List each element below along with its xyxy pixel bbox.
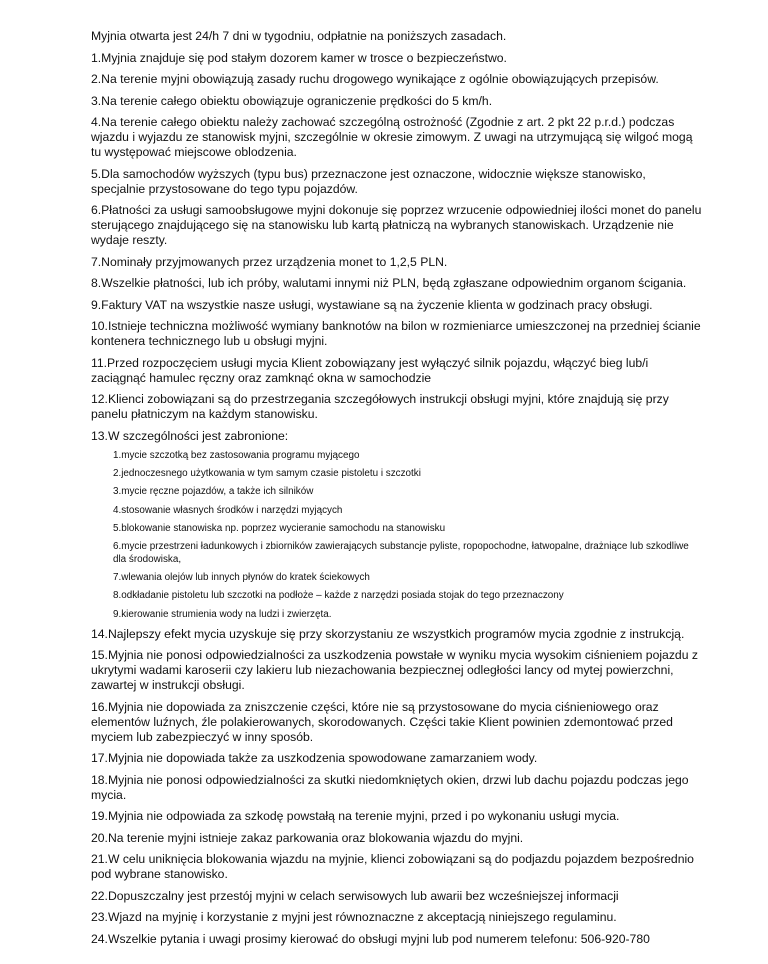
prohibited-item: 9.kierowanie strumienia wody na ludzi i zwierzęta. — [113, 608, 332, 620]
rule-10: 10.Istnieje techniczna możliwość wymiany banknotów na bilon w rozmieniarce umieszczonej na przedniej ścianie kontenera technicznego lub u obsługi myjni. — [91, 319, 701, 348]
rule-1: 1.Myjnia znajduje się pod stałym dozorem kamer w trosce o bezpieczeństwo. — [91, 50, 507, 65]
prohibited-item: 7.wlewania olejów lub innych płynów do kratek ściekowych — [113, 572, 370, 584]
rule-6: 6.Płatności za usługi samoobsługowe myjni dokonuje się poprzez wrzucenie odpowiedniej ilości monet do panelu sterującego znajdującego się na stanowisku lub kartą płatniczą na wybranych stanowiskach. Urządzenie nie wydaje reszty. — [91, 203, 702, 247]
rule-3: 3.Na terenie całego obiektu obowiązuje ograniczenie prędkości do 5 km/h. — [91, 93, 493, 108]
rule-20: 20.Na terenie myjni istnieje zakaz parkowania oraz blokowania wjazdu do myjni. — [91, 830, 524, 845]
rule-18: 18.Myjnia nie ponosi odpowiedzialności za skutki niedomkniętych okien, drzwi lub dachu pojazdu podczas jego mycia. — [91, 772, 689, 802]
prohibited-item: 3.mycie ręczne pojazdów, a także ich silników — [113, 486, 314, 498]
prohibited-item: 1.mycie szczotką bez zastosowania programu myjącego — [113, 450, 360, 461]
rule-4: 4.Na terenie całego obiektu należy zachować szczególną ostrożność (Zgodnie z art. 2 pkt 22 p.r.d.) podczas wjazdu i wyjazdu ze stanowisk myjni, szczególnie w okresie zimowym. Z uwagi na utrzymującą się wilgoć mogą tu występować miejscowe oblodzenia. — [91, 115, 693, 159]
rule-9: 9.Faktury VAT na wszystkie nasze usługi, wystawiane są na życzenie klienta w godzinach pracy obsługi. — [91, 297, 653, 312]
rule-14: 14.Najlepszy efekt mycia uzyskuje się przy skorzystaniu ze wszystkich programów mycia zgodnie z instrukcją. — [91, 626, 685, 641]
rule-24: 24.Wszelkie pytania i uwagi prosimy kierować do obsługi myjni lub pod numerem telefonu: 506-920-780 — [91, 931, 650, 946]
prohibited-item: 5.blokowanie stanowiska np. poprzez wycieranie samochodu na stanowisku — [113, 522, 446, 534]
regulations-document — [91, 29, 703, 953]
prohibited-item: 4.stosowanie własnych środków i narzędzi myjących — [113, 504, 343, 516]
rule-15: 15.Myjnia nie ponosi odpowiedzialności za uszkodzenia powstałe w wyniku mycia wysokim ciśnieniem pojazdu z ukrytymi wadami karoserii czy lakieru lub niezachowania bezpiecznej odległości lancy od mytej powierzchni, zawartej w instrukcji obsługi. — [91, 648, 698, 692]
prohibited-item: 6.mycie przestrzeni ładunkowych i zbiorników zawierających substancje pyliste, ropopochodne, łatwopalne, drażniące lub szkodliwe dla środowiska, — [113, 540, 689, 565]
rule-16: 16.Myjnia nie dopowiada za zniszczenie części, które nie są przystosowane do mycia ciśnieniowego oraz elementów luźnych, źle polakierowanych, skorodowanych. Części takie Klient powinien zdemontować przed myciem lub zabezpieczyć w inny sposób. — [91, 699, 673, 744]
rule-7: 7.Nominały przyjmowanych przez urządzenia monet to 1,2,5 PLN. — [91, 254, 448, 269]
prohibited-item: 8.odkładanie pistoletu lub szczotki na podłoże – każde z narzędzi posiada stojak do tego przeznaczony — [113, 590, 564, 602]
rule-5: 5.Dla samochodów wyższych (typu bus) przeznaczone jest oznaczone, widocznie większe stanowisko, specjalnie przystosowane do tego typu pojazdów. — [91, 166, 646, 196]
rule-11: 11.Przed rozpoczęciem usługi mycia Klient zobowiązany jest wyłączyć silnik pojazdu, włączyć bieg lub/i zaciągnąć hamulec ręczny oraz zamknąć okna w samochodzie — [91, 355, 649, 385]
prohibited-list — [113, 449, 703, 621]
rule-12: 12.Klienci zobowiązani są do przestrzegania szczegółowych instrukcji obsługi myjni, które znajdują się przy panelu płatniczym na każdym stanowisku. — [91, 392, 669, 421]
rule-17: 17.Myjnia nie dopowiada także za uszkodzenia spowodowane zamarzaniem wody. — [91, 751, 538, 765]
prohibited-item: 2.jednoczesnego użytkowania w tym samym czasie pistoletu i szczotki — [113, 468, 421, 480]
rule-21: 21.W celu uniknięcia blokowania wjazdu na myjnie, klienci zobowiązani są do podjazdu pojazdem bezpośrednio pod wybrane stanowisko. — [91, 852, 694, 881]
rule-13: 13.W szczególności jest zabronione: — [91, 428, 289, 443]
intro-text: Myjnia otwarta jest 24/h 7 dni w tygodniu, odpłatnie na poniższych zasadach. — [91, 29, 507, 43]
rule-2: 2.Na terenie myjni obowiązują zasady ruchu drogowego wynikające z ogólnie obowiązujących przepisów. — [91, 72, 659, 86]
rule-22: 22.Dopuszczalny jest przestój myjni w celach serwisowych lub awarii bez wcześniejszej informacji — [91, 888, 619, 903]
rule-19: 19.Myjnia nie odpowiada za szkodę powstałą na terenie myjni, przed i po wykonaniu usługi mycia. — [91, 809, 620, 823]
rule-8: 8.Wszelkie płatności, lub ich próby, walutami innymi niż PLN, będą zgłaszane odpowiednim organom ścigania. — [91, 276, 687, 290]
rule-23: 23.Wjazd na myjnię i korzystanie z myjni jest równoznaczne z akceptacją niniejszego regulaminu. — [91, 910, 617, 924]
